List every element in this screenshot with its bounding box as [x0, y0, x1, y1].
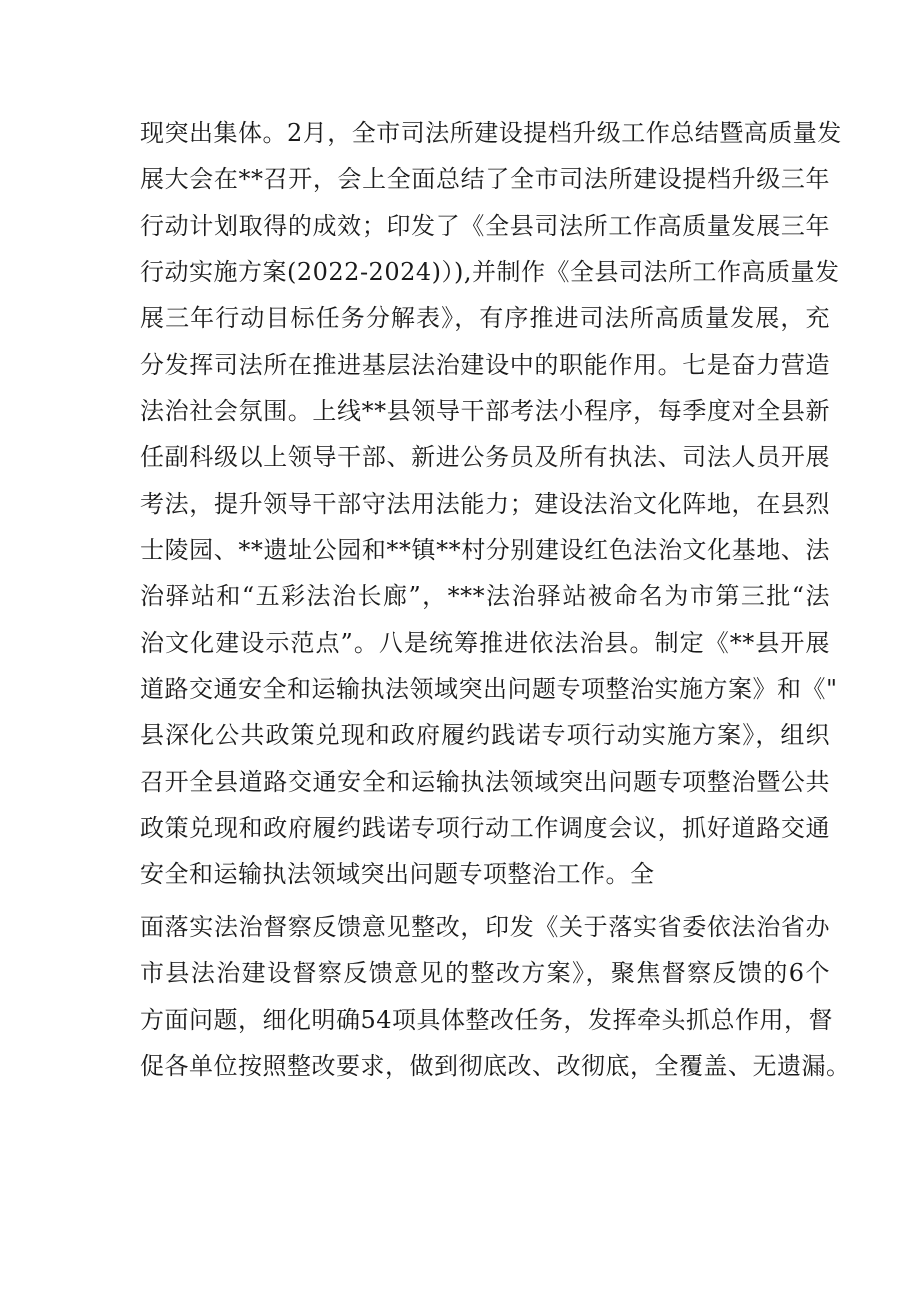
text-line: 考法，提升领导干部守法用法能力；建设法治文化阵地，在县烈	[140, 490, 830, 518]
text-line: 县深化公共政策兑现和政府履约践诺专项行动实施方案》，组织	[140, 721, 830, 749]
text-line: 士陵园、**遗址公园和**镇**村分别建设红色法治文化基地、法	[140, 536, 830, 564]
text-line: 治驿站和“五彩法治长廊”，***法治驿站被命名为市第三批“法	[140, 582, 830, 610]
text-line: 政策兑现和政府履约践诺专项行动工作调度会议，抓好道路交通	[140, 814, 830, 842]
text-line: 促各单位按照整改要求，做到彻底改、改彻底，全覆盖、无遗漏。	[140, 1052, 851, 1080]
text-line: 法治社会氛围。上线**县领导干部考法小程序，每季度对全县新	[140, 397, 830, 425]
text-line: 现突出集体。2月，全市司法所建设提档升级工作总结暨高质量发	[140, 119, 842, 147]
text-line: 召开全县道路交通安全和运输执法领域突出问题专项整治暨公共	[140, 768, 830, 796]
text-line: 任副科级以上领导干部、新进公务员及所有执法、司法人员开展	[140, 443, 830, 471]
text-line: 分发挥司法所在推进基层法治建设中的职能作用。七是奋力营造	[140, 351, 830, 379]
text-line: 治文化建设示范点”。八是统筹推进依法治县。制定《**县开展	[140, 629, 830, 657]
text-line: 安全和运输执法领域突出问题专项整治工作。全	[140, 860, 655, 888]
text-line: 展三年行动目标任务分解表》，有序推进司法所高质量发展，充	[140, 304, 830, 332]
text-line: 道路交通安全和运输执法领域突出问题专项整治实施方案》和《"	[140, 675, 838, 703]
text-line: 展大会在**召开，会上全面总结了全市司法所建设提档升级三年	[140, 165, 830, 193]
text-line: 市县法治建设督察反馈意见的整改方案》，聚焦督察反馈的6个	[140, 959, 830, 987]
text-line: 行动实施方案(2022-2024)）),并制作《全县司法所工作高质量发	[140, 258, 840, 286]
text-line: 方面问题，细化明确54项具体整改任务，发挥牵头抓总作用，督	[140, 1006, 834, 1034]
text-line: 行动计划取得的成效；印发了《全县司法所工作高质量发展三年	[140, 212, 830, 240]
text-line: 面落实法治督察反馈意见整改，印发《关于落实省委依法治省办	[140, 913, 830, 941]
